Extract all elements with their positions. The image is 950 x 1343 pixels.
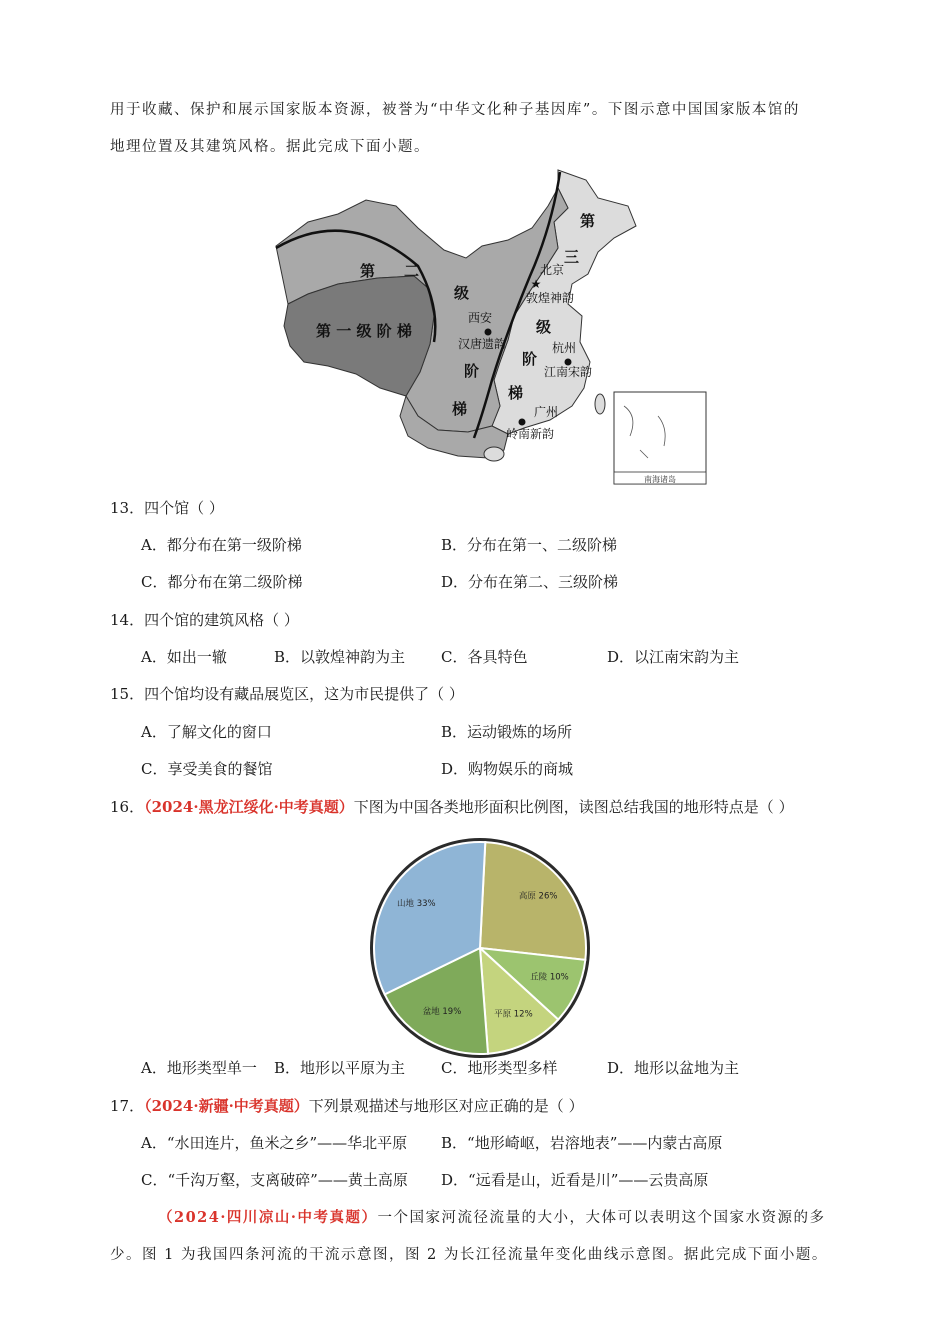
pie-label-2: 平原 12% — [494, 1009, 533, 1020]
q15-option-c[interactable]: C．享受美食的餐馆 — [141, 760, 273, 778]
q16-stem: 下图为中国各类地形面积比例图，读图总结我国的地形特点是（ ） — [353, 798, 794, 816]
q17-source: （2024·新疆·中考真题） — [144, 1097, 309, 1115]
q13-stem: 13．四个馆（ ） — [110, 499, 224, 517]
tail-line-2: 少。图 1 为我国四条河流的干流示意图，图 2 为长江径流量年变化曲线示意图。据此完成下面小题。 — [110, 1247, 828, 1263]
q15-stem: 15．四个馆均设有藏品展览区，这为市民提供了（ ） — [110, 685, 464, 703]
intro-line-1: 用于收藏、保护和展示国家版本资源，被誉为“中华文化种子基因库”。下图示意中国国家版本馆的 — [110, 102, 800, 118]
terrain-area-pie-chart — [368, 836, 592, 1060]
q16-option-d[interactable]: D．地形以盆地为主 — [607, 1059, 740, 1077]
guangzhou-label: 广州 — [534, 405, 559, 419]
q14-option-d[interactable]: D．以江南宋韵为主 — [607, 648, 740, 666]
tail-line-1 — [158, 1208, 825, 1228]
third-step-label-d: 阶 — [522, 350, 538, 368]
q16-option-b[interactable]: B．地形以平原为主 — [274, 1059, 406, 1077]
q13-option-a[interactable]: A．都分布在第一级阶梯 — [141, 536, 302, 554]
q16-stem-line — [110, 797, 794, 817]
q16-source: （2024·黑龙江绥化·中考真题） — [144, 798, 354, 816]
second-step-label-d: 阶 — [464, 362, 480, 380]
first-step-label: 第 一 级 阶 梯 — [316, 322, 412, 340]
third-step-label-a: 第 — [580, 212, 596, 230]
q17-stem: 下列景观描述与地形区对应正确的是（ ） — [308, 1097, 584, 1115]
q17-number: 17． — [110, 1097, 145, 1115]
xian-hall-label: 汉唐遗韵 — [458, 337, 507, 351]
q14-stem: 14．四个馆的建筑风格（ ） — [110, 611, 299, 629]
xian-label: 西安 — [468, 311, 493, 325]
q14-option-c[interactable]: C．各具特色 — [441, 648, 528, 666]
q14-option-b[interactable]: B．以敦煌神韵为主 — [274, 648, 406, 666]
q17-option-d[interactable]: D．“远看是山，近看是川”——云贵高原 — [441, 1171, 709, 1189]
q17-stem-line — [110, 1096, 584, 1116]
q17-option-b[interactable]: B．“地形崎岖，岩溶地表”——内蒙古高原 — [441, 1134, 723, 1152]
q15-option-d[interactable]: D．购物娱乐的商城 — [441, 760, 574, 778]
q17-option-c[interactable]: C．“千沟万壑，支离破碎”——黄土高原 — [141, 1171, 408, 1189]
third-step-label-e: 梯 — [508, 384, 524, 402]
xian-dot — [485, 329, 492, 336]
q15-option-b[interactable]: B．运动锻炼的场所 — [441, 723, 573, 741]
second-step-label-c: 级 — [454, 284, 470, 302]
pie-label-4: 山地 33% — [397, 898, 436, 909]
q13-option-c[interactable]: C．都分布在第二级阶梯 — [141, 573, 303, 591]
pie-label-0: 高原 26% — [518, 891, 558, 902]
pie-label-3: 盆地 19% — [422, 1007, 462, 1018]
second-step-label-a: 第 — [360, 262, 376, 280]
inset-label: 南海诸岛 — [644, 475, 676, 484]
q13-option-d[interactable]: D．分布在第二、三级阶梯 — [441, 573, 619, 591]
south-china-sea-inset — [614, 392, 706, 484]
q14-option-a[interactable]: A．如出一辙 — [141, 648, 227, 666]
second-step-label-e: 梯 — [452, 400, 468, 418]
second-step-label-b: 二 — [404, 262, 420, 280]
beijing-label: 北京 — [540, 263, 565, 277]
q15-option-a[interactable]: A．了解文化的窗口 — [141, 723, 272, 741]
q13-option-b[interactable]: B．分布在第一、二级阶梯 — [441, 536, 618, 554]
pie-label-1: 丘陵 10% — [530, 972, 569, 983]
guangzhou-dot — [519, 419, 526, 426]
intro-line-2: 地理位置及其建筑风格。据此完成下面小题。 — [110, 139, 430, 155]
q16-option-a[interactable]: A．地形类型单一 — [141, 1059, 257, 1077]
tail-source: （2024·四川凉山·中考真题） — [158, 1209, 378, 1226]
hangzhou-hall-label: 江南宋韵 — [544, 365, 593, 379]
china-terrain-steps-map — [268, 166, 714, 488]
guangzhou-hall-label: 岭南新韵 — [506, 427, 555, 441]
third-step-label-b: 三 — [564, 248, 580, 266]
beijing-hall-label: 敦煌神韵 — [526, 291, 575, 305]
q16-option-c[interactable]: C．地形类型多样 — [441, 1059, 558, 1077]
third-step-label-c: 级 — [536, 318, 552, 336]
q17-option-a[interactable]: A．“水田连片，鱼米之乡”——华北平原 — [141, 1134, 408, 1152]
hangzhou-label: 杭州 — [552, 341, 577, 355]
tail-line-1-text: 一个国家河流径流量的大小，大体可以表明这个国家水资源的多 — [377, 1210, 826, 1226]
q16-number: 16． — [110, 798, 145, 816]
beijing-star-icon: ★ — [530, 277, 542, 291]
